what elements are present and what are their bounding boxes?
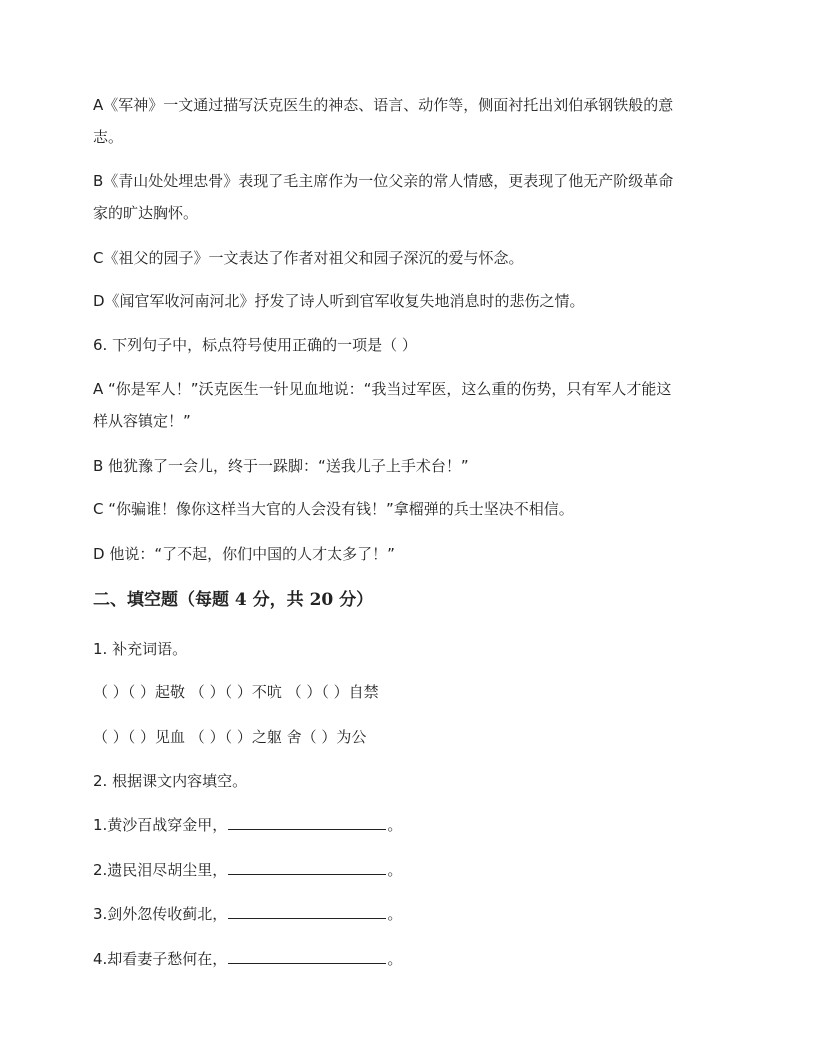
q5-option-b: B《青山处处埋忠骨》表现了毛主席作为一位父亲的常人情感，更表现了他无产阶级革命 bbox=[93, 172, 674, 190]
poem-line-end: 。 bbox=[387, 816, 403, 834]
poem-fill-item bbox=[93, 815, 733, 835]
fill-q1-prompt: 1. 补充词语。 bbox=[93, 640, 188, 658]
fill-q1-words-row-1: （ ）（ ）起敬 （ ）（ ）不吭 （ ）（ ）自禁 bbox=[93, 683, 379, 701]
q6-option-b: B 他犹豫了一会儿，终于一跺脚：“送我儿子上手术台！” bbox=[93, 457, 469, 475]
answer-blank[interactable] bbox=[228, 949, 386, 964]
poem-line-text: 4.却看妻子愁何在， bbox=[93, 950, 228, 968]
q6-option-d: D 他说：“了不起，你们中国的人才太多了！” bbox=[93, 545, 395, 563]
fill-q1-words-row-2: （ ）（ ）见血 （ ）（ ）之躯 舍（ ）为公 bbox=[93, 728, 367, 746]
fill-q2-prompt: 2. 根据课文内容填空。 bbox=[93, 772, 248, 790]
q5-option-d: D《闻官军收河南河北》抒发了诗人听到官军收复失地消息时的悲伤之情。 bbox=[93, 292, 585, 310]
q5-option-b-continued: 家的旷达胸怀。 bbox=[93, 204, 199, 222]
q6-prompt: 6. 下列句子中，标点符号使用正确的一项是（ ） bbox=[93, 336, 417, 354]
section-heading-fill-in: 二、填空题（每题 4 分，共 20 分） bbox=[93, 590, 374, 610]
answer-blank[interactable] bbox=[228, 860, 386, 875]
q5-option-a-continued: 志。 bbox=[93, 128, 124, 146]
q5-option-c: C《祖父的园子》一文表达了作者对祖父和园子深沉的爱与怀念。 bbox=[93, 249, 524, 267]
q6-option-a-continued: 样从容镇定！” bbox=[93, 412, 191, 430]
answer-blank[interactable] bbox=[228, 904, 386, 919]
poem-fill-item bbox=[93, 860, 733, 880]
poem-line-text: 3.剑外忽传收蓟北， bbox=[93, 905, 228, 923]
poem-fill-item bbox=[93, 949, 733, 969]
q5-option-a: A《军神》一文通过描写沃克医生的神态、语言、动作等，侧面衬托出刘伯承钢铁般的意 bbox=[93, 96, 674, 114]
answer-blank[interactable] bbox=[228, 815, 386, 830]
poem-line-end: 。 bbox=[387, 905, 403, 923]
q6-option-c: C “你骗谁！像你这样当大官的人会没有钱！”拿榴弹的兵士坚决不相信。 bbox=[93, 500, 574, 518]
poem-line-end: 。 bbox=[387, 861, 403, 879]
poem-line-end: 。 bbox=[387, 950, 403, 968]
poem-line-text: 1.黄沙百战穿金甲， bbox=[93, 816, 228, 834]
poem-line-text: 2.遗民泪尽胡尘里， bbox=[93, 861, 228, 879]
poem-fill-item bbox=[93, 904, 733, 924]
q6-option-a: A “你是军人！”沃克医生一针见血地说：“我当过军医，这么重的伤势，只有军人才能这 bbox=[93, 380, 672, 398]
